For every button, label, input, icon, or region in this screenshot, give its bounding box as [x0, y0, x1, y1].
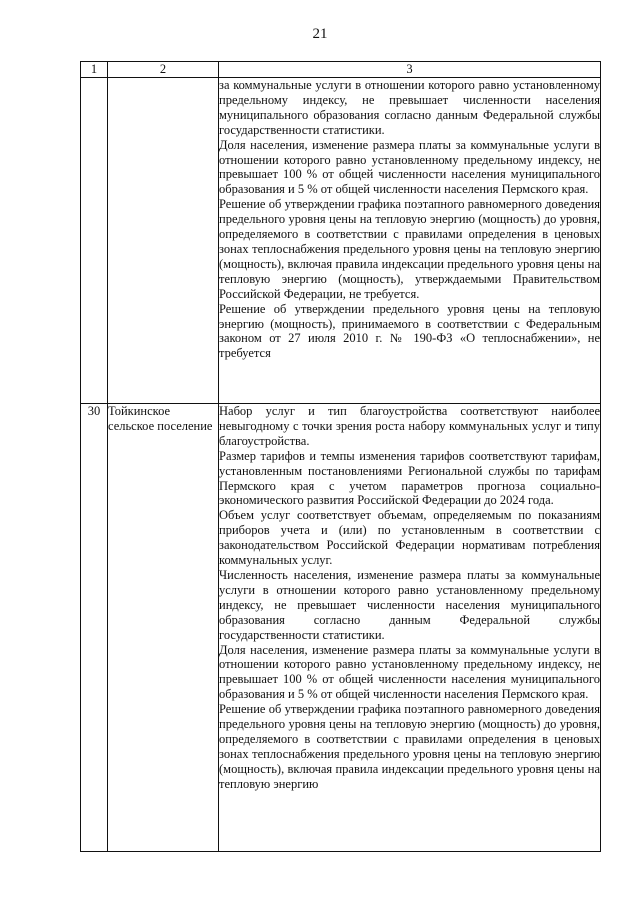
settlement-name [108, 78, 219, 404]
row-number [81, 78, 108, 404]
header-col-1: 1 [81, 62, 108, 78]
page-number: 21 [312, 26, 328, 42]
table-row [81, 78, 601, 404]
row-description [219, 78, 601, 404]
header-col-3: 3 [219, 62, 601, 78]
settlement-name: Тойкинское сельское поселение [108, 404, 219, 852]
paragraph: Решение об утверждении предельного уровня цены на тепловую энергию (мощность), принимаемого в соответствии с Федеральным законом от 27 июля 2010 г. № 190-ФЗ «О теплоснабжении», не требуется [219, 301, 600, 361]
paragraph: Решение об утверждении графика поэтапного равномерного доведения предельного уровня цены на тепловую энергию (мощность) до уровня, определяемого в соответствии с правилами определения в ценовых зонах теплоснабжения предельного уровня цены на тепловую энергию (мощность), включая правила индексации предельного уровня цены на тепловую энергию (мощность), утверждаемыми Правительством Российской Федерации, не требуется. [219, 197, 600, 301]
paragraph: Доля населения, изменение размера платы за коммунальные услуги в отношении которого равно установленному предельному индексу, не превышает 100 % от общей численности населения муниципального образования и 5 % от общей численности населения Пермского края. [219, 642, 600, 702]
row-number: 30 [81, 404, 108, 852]
tariff-table [80, 61, 601, 852]
paragraph: Набор услуг и тип благоустройства соответствуют наиболее невыгодному с точки зрения роста набору коммунальных услуг и типу благоустройства. [219, 404, 600, 448]
table-row [81, 404, 601, 852]
table-header-row [81, 62, 601, 78]
paragraph: за коммунальные услуги в отношении которого равно установленному предельному индексу, не превышает численности населения муниципального образования согласно данным Федеральной службы государственности статистики. [219, 78, 600, 137]
header-col-2: 2 [108, 62, 219, 78]
paragraph: Решение об утверждении графика поэтапного равномерного доведения предельного уровня цены на тепловую энергию (мощность) до уровня, определяемого в соответствии с правилами определения в ценовых зонах теплоснабжения предельного уровня цены на тепловую энергию (мощность), включая правила индексации предельного уровня цены на тепловую энергию [219, 702, 600, 791]
row-description [219, 404, 601, 852]
paragraph: Размер тарифов и темпы изменения тарифов соответствуют тарифам, установленным постановлениями Региональной службы по тарифам Пермского края с учетом параметров прогноза социально-экономического развития Российской Федерации до 2024 года. [219, 448, 600, 508]
paragraph: Доля населения, изменение размера платы за коммунальные услуги в отношении которого равно установленному предельному индексу, не превышает 100 % от общей численности населения муниципального образования и 5 % от общей численности населения Пермского края. [219, 137, 600, 197]
paragraph: Объем услуг соответствует объемам, определяемым по показаниям приборов учета и (или) по установленным в соответствии с законодательством Российской Федерации нормативам потребления коммунальных услуг. [219, 508, 600, 568]
paragraph: Численность населения, изменение размера платы за коммунальные услуги в отношении которого равно установленному предельному индексу, не превышает численности населения муниципального образования согласно данным Федеральной службы государственности статистики. [219, 567, 600, 642]
